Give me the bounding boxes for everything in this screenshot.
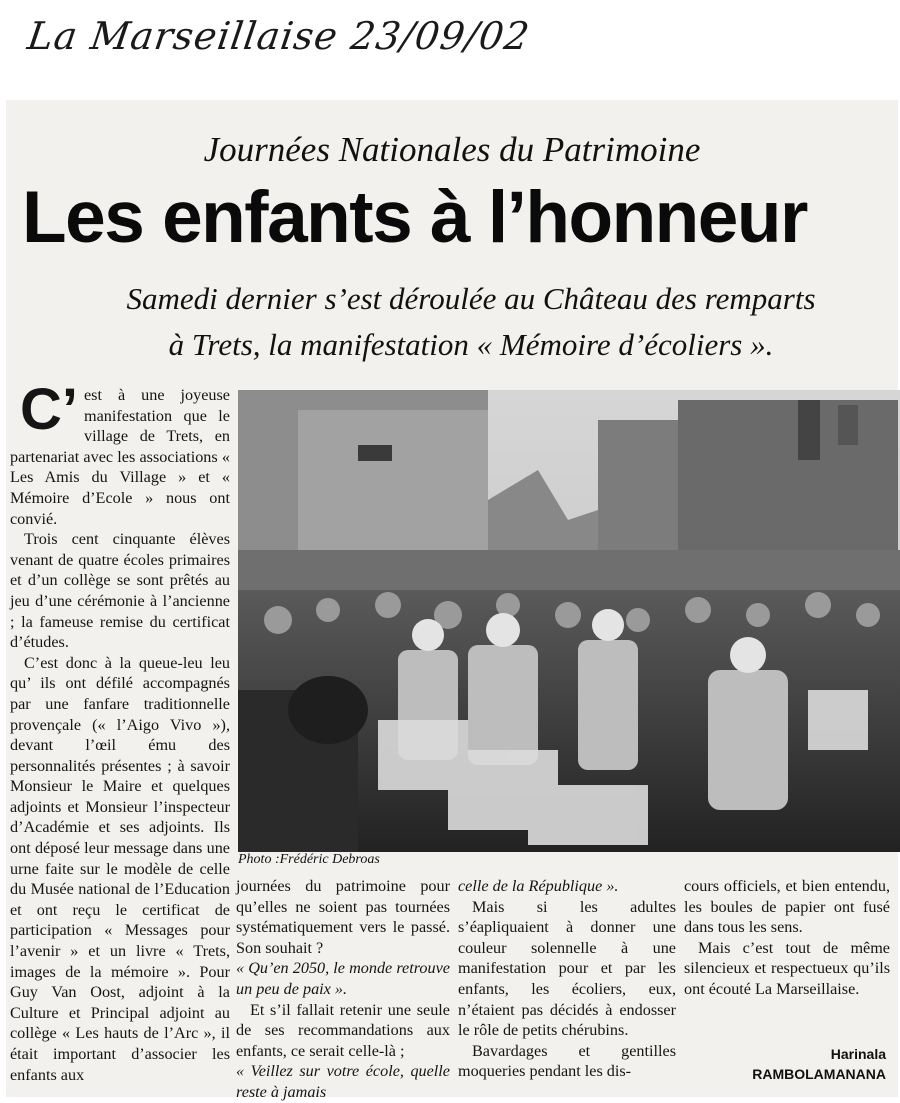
standfirst <box>56 276 886 368</box>
paragraph: Bavardages et gentilles moqueries pendant les dis- <box>458 1041 676 1081</box>
paragraph: est à une joyeuse manifestation que le village de Trets, en partenariat avec les associations « Les Amis du Village » et « Mémoire d’Ecole » nous ont convié. <box>10 386 230 528</box>
standfirst-line-1: Samedi dernier s’est déroulée au Château des remparts <box>126 281 816 316</box>
byline-first-name: Harinala <box>830 1046 886 1062</box>
paragraph: C’est donc à la queue-leu leu qu’ ils ont défilé accompagnés par une fanfare traditionnelle provençale (« l’Aigo Vivo »), devant l’œil ému des personnalités présentes ; à savoir Monsieur le Maire et quelques adjoints et Monsieur l’inspecteur d’Académie et ses adjoints. Ils ont déposé leur message dans une urne faite sur le modèle de celle du Musée national de l’Education et ont reçu le certificat de participation « Messages pour l’avenir » et un livre « Trets, images de la mémoire ». Pour Guy Van Oost, adjoint à la Culture et Principal adjoint au collège « Les hauts de l’Arc », il était important d’associer les enfants aux <box>10 653 230 1084</box>
byline-last-name: RAMBOLAMANANA <box>752 1066 886 1082</box>
kicker: Journées Nationales du Patrimoine <box>203 130 701 169</box>
article-column-3 <box>458 876 676 1082</box>
paragraph: Trois cent cinquante élèves venant de quatre écoles primaires et d’un collège se sont prêtés au jeu d’une cérémonie à l’ancienne ; la fameuse remise du certificat d’études. <box>10 530 230 652</box>
standfirst-line-2: à Trets, la manifestation « Mémoire d’écoliers ». <box>168 327 774 362</box>
photo-caption: Photo :Frédéric Debroas <box>238 852 380 867</box>
paragraph: Mais si les adultes s’éapliquaient à donner une couleur solennelle à une manifestation pour et par les enfants, les écoliers, eux, n’étaient pas décidés à endosser le rôle de petits chérubins. <box>458 897 676 1040</box>
article-column-2 <box>236 876 450 1103</box>
photo-illustration <box>238 390 900 852</box>
paragraph: Et s’il fallait retenir une seule de ses recommandations aux enfants, ce serait celle-là ; <box>236 1000 450 1060</box>
quote: « Veillez sur votre école, quelle reste à jamais <box>236 1062 450 1101</box>
paragraph: journées du patrimoine pour qu’elles ne soient pas tournées systématiquement vers le passé. Son souhait ? <box>236 877 450 957</box>
byline <box>752 1044 886 1084</box>
headline: Les enfants à l’honneur <box>22 177 807 258</box>
paragraph: Mais c’est tout de même silencieux et respectueux qu’ils ont écouté La Marseillaise. <box>684 938 890 998</box>
drop-cap: C’ <box>20 377 78 442</box>
handwritten-source-note: La Marseillaise 23/09/02 <box>24 14 533 58</box>
newspaper-clipping <box>6 100 898 1101</box>
article-column-1 <box>10 377 230 1085</box>
paragraph: cours officiels, et bien entendu, les boules de papier ont fusé dans tous les sens. <box>684 877 890 937</box>
quote: « Qu’en 2050, le monde retrouve un peu de paix ». <box>236 959 450 998</box>
article-column-4 <box>684 876 890 1000</box>
event-photo <box>238 390 900 852</box>
quote: celle de la République ». <box>458 877 619 895</box>
